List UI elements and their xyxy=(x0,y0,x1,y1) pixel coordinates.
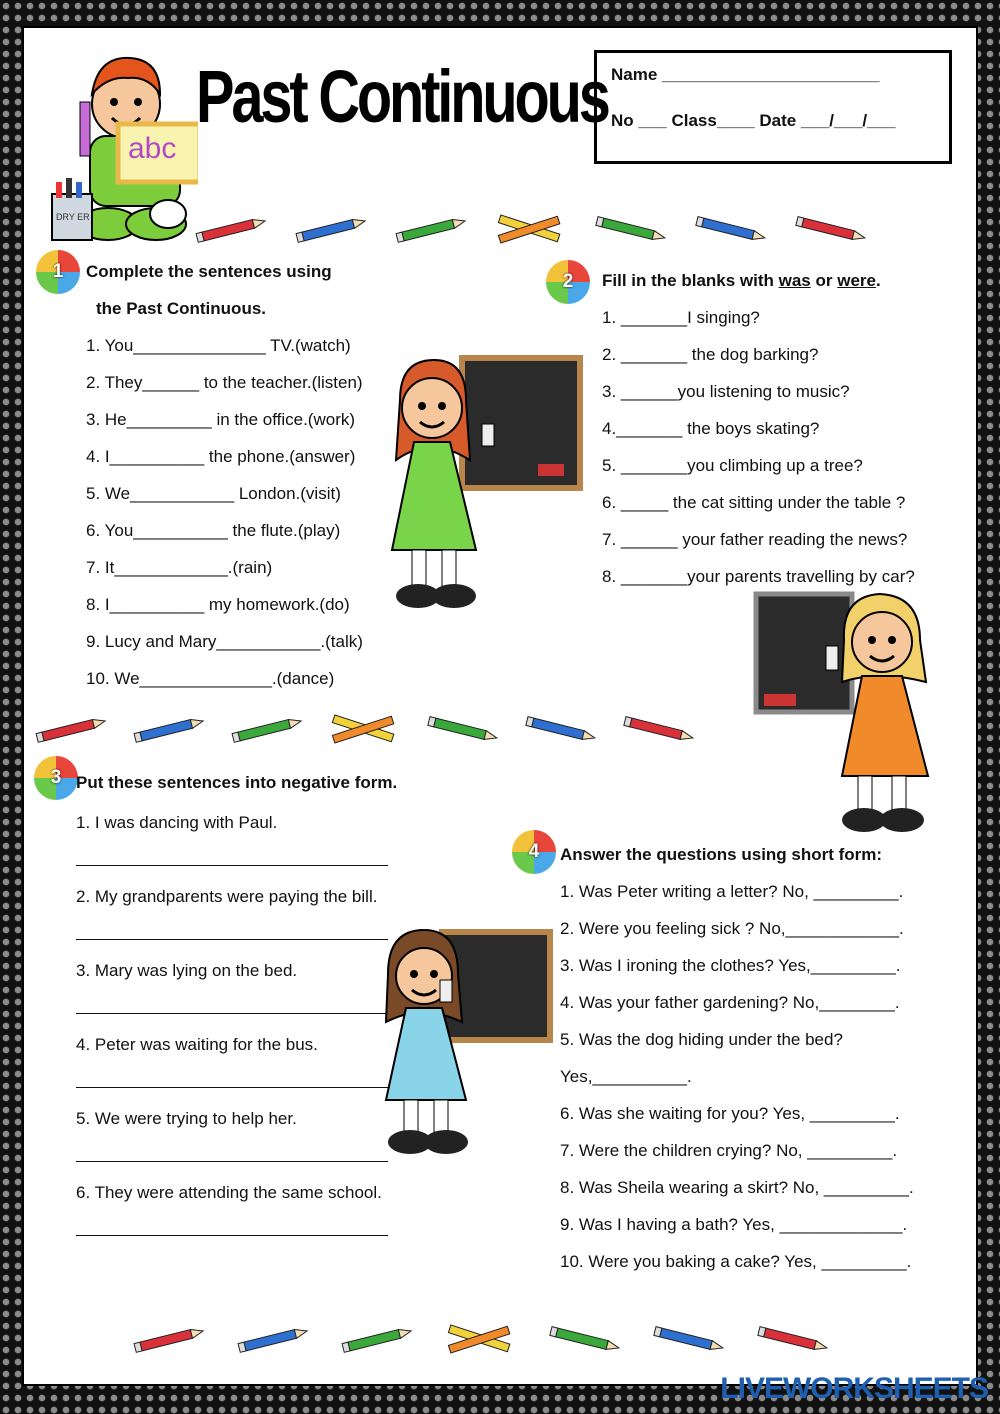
pencil-icon xyxy=(192,212,270,246)
exercise-item: 4._______ the boys skating? xyxy=(602,419,820,438)
exercise-item: 5. We were trying to help her. xyxy=(76,1109,297,1128)
section-3-badge xyxy=(34,756,78,800)
answer-line[interactable] xyxy=(76,865,388,866)
pencil-icon xyxy=(292,212,370,246)
section-2-instruction-suffix: . xyxy=(875,271,881,290)
crossed-pencils-icon xyxy=(442,1322,520,1356)
pencil-icon xyxy=(130,712,208,746)
pencil-icon xyxy=(32,712,110,746)
exercise-item: 5. Was the dog hiding under the bed? xyxy=(560,1030,843,1049)
section-4-instruction: Answer the questions using short form: xyxy=(560,845,883,864)
section-2-number: 2 xyxy=(562,271,574,292)
section-2-instruction xyxy=(602,271,881,291)
worksheet-title: Past Continuous xyxy=(196,55,608,138)
exercise-item: 7. It____________.(rain) xyxy=(86,558,273,577)
exercise-item: 7. ______ your father reading the news? xyxy=(602,530,908,549)
answer-line[interactable] xyxy=(76,1235,388,1236)
exercise-item: 2. My grandparents were paying the bill. xyxy=(76,887,378,906)
pencil-icon xyxy=(234,1322,312,1356)
answer-line[interactable] xyxy=(76,1087,388,1088)
exercise-item: 6. _____ the cat sitting under the table ? xyxy=(602,493,906,512)
section-1-number: 1 xyxy=(52,261,64,282)
pencil-icon xyxy=(792,212,870,246)
exercise-item: 3. He_________ in the office.(work) xyxy=(86,410,356,429)
pencil-icon xyxy=(392,212,470,246)
section-1-badge xyxy=(36,250,80,294)
section-1-instruction-line1: Complete the sentences using xyxy=(86,262,332,281)
pencil-icon xyxy=(130,1322,208,1356)
exercise-item: 1. Was Peter writing a letter? No, _________. xyxy=(560,882,904,901)
marker-label: DRY ER xyxy=(56,212,90,222)
section-4-number: 4 xyxy=(528,841,540,862)
pencil-icon xyxy=(228,712,306,746)
exercise-item: 2. _______ the dog barking? xyxy=(602,345,819,364)
exercise-item: 9. Was I having a bath? Yes, _____________. xyxy=(560,1215,908,1234)
answer-line[interactable] xyxy=(76,1013,388,1014)
section-3-number: 3 xyxy=(50,767,62,788)
exercise-item: 3. Mary was lying on the bed. xyxy=(76,961,298,980)
pencil-icon xyxy=(650,1322,728,1356)
section-3-instruction: Put these sentences into negative form. xyxy=(76,773,398,792)
exercise-item: 5. We___________ London.(visit) xyxy=(86,484,341,503)
pencil-icon xyxy=(592,212,670,246)
section-4-badge xyxy=(512,830,556,874)
section-2-instruction-prefix: Fill in the blanks with xyxy=(602,271,779,290)
pencil-icon xyxy=(692,212,770,246)
liveworksheets-logo[interactable]: LIVEWORKSHEETS xyxy=(720,1372,988,1405)
answer-line[interactable] xyxy=(76,1161,388,1162)
exercise-item: 8. I__________ my homework.(do) xyxy=(86,595,350,614)
exercise-item: 1. You______________ TV.(watch) xyxy=(86,336,351,355)
section-2-word-was: was xyxy=(778,271,811,290)
crossed-pencils-icon xyxy=(326,712,404,746)
exercise-item: 5. _______you climbing up a tree? xyxy=(602,456,863,475)
exercise-item: 3. ______you listening to music? xyxy=(602,382,850,401)
exercise-item: 2. Were you feeling sick ? No,____________. xyxy=(560,919,904,938)
abc-board-text: abc xyxy=(128,132,177,165)
pencil-divider-top xyxy=(192,212,870,246)
exercise-item: 10. Were you baking a cake? Yes, _________. xyxy=(560,1252,912,1271)
exercise-item: 4. Peter was waiting for the bus. xyxy=(76,1035,318,1054)
pencil-icon xyxy=(424,712,502,746)
pencil-divider-middle xyxy=(32,712,698,746)
section-2-word-or: or xyxy=(810,271,838,290)
exercise-item: 3. Was I ironing the clothes? Yes,_________. xyxy=(560,956,901,975)
pencil-divider-bottom xyxy=(130,1322,832,1356)
girl-green-dress-chalkboard-illustration xyxy=(386,350,586,622)
exercise-item: 6. They were attending the same school. xyxy=(76,1183,382,1202)
pencil-icon xyxy=(522,712,600,746)
exercise-item: 10. We______________.(dance) xyxy=(86,669,335,688)
pencil-icon xyxy=(338,1322,416,1356)
exercise-item: 9. Lucy and Mary___________.(talk) xyxy=(86,632,363,651)
exercise-item: 2. They______ to the teacher.(listen) xyxy=(86,373,363,392)
exercise-item: 4. Was your father gardening? No,________. xyxy=(560,993,900,1012)
student-info-box xyxy=(594,50,952,164)
answer-line[interactable] xyxy=(76,939,388,940)
class-date-field-label[interactable]: No ___ Class____ Date ___/___/___ xyxy=(611,111,896,130)
girl-blue-dress-chalkboard-illustration xyxy=(378,924,556,1164)
pencil-icon xyxy=(546,1322,624,1356)
exercise-item: 6. Was she waiting for you? Yes, _________. xyxy=(560,1104,900,1123)
section-2-word-were: were xyxy=(837,271,876,290)
exercise-item: 4. I__________ the phone.(answer) xyxy=(86,447,356,466)
pencil-icon xyxy=(754,1322,832,1356)
exercise-item: Yes,__________. xyxy=(560,1067,692,1086)
name-field-label[interactable]: Name _______________________ xyxy=(611,65,880,84)
section-1-instruction-line2: the Past Continuous. xyxy=(96,299,266,318)
girl-orange-dress-chalkboard-illustration xyxy=(752,586,948,844)
exercise-item: 6. You__________ the flute.(play) xyxy=(86,521,341,540)
crossed-pencils-icon xyxy=(492,212,570,246)
exercise-item: 8. _______your parents travelling by car? xyxy=(602,567,915,586)
exercise-item: 1. _______I singing? xyxy=(602,308,760,327)
exercise-item: 7. Were the children crying? No, _________. xyxy=(560,1141,898,1160)
exercise-item: 8. Was Sheila wearing a skirt? No, _________. xyxy=(560,1178,914,1197)
section-2-badge xyxy=(546,260,590,304)
exercise-item: 1. I was dancing with Paul. xyxy=(76,813,278,832)
pencil-icon xyxy=(620,712,698,746)
